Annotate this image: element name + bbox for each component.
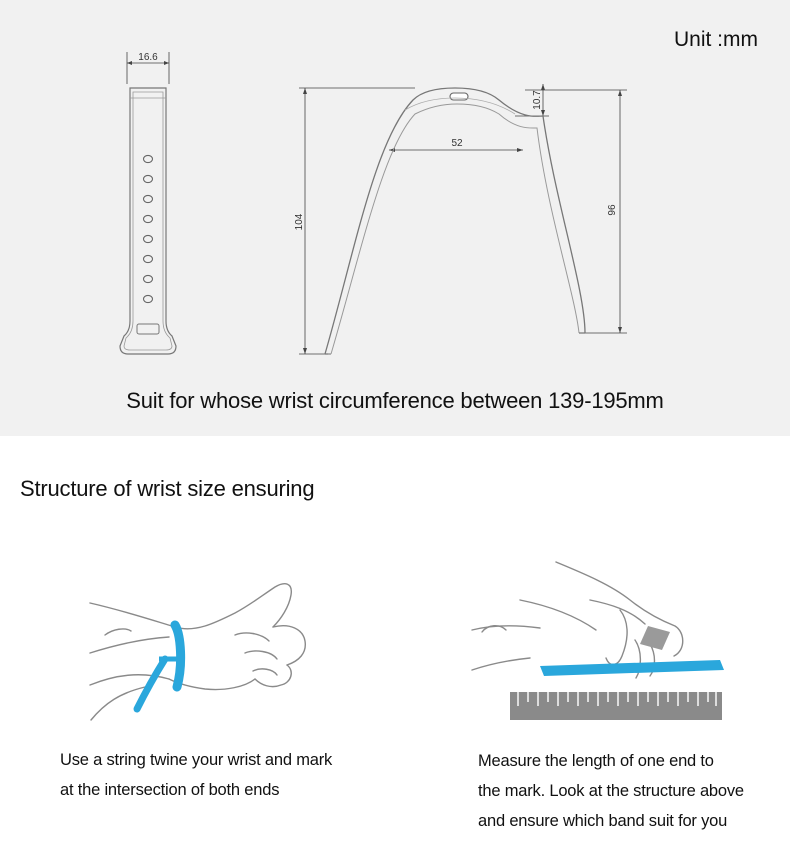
ruler-measure-illustration — [470, 560, 730, 730]
total-height-label: 104 — [294, 213, 305, 231]
ruler — [510, 692, 722, 720]
inner-width-label: 52 — [451, 138, 463, 149]
capsule-depth-label: 10.7 — [532, 90, 543, 110]
step-2-line-1: Measure the length of one end to — [478, 752, 714, 770]
strap-holes — [144, 155, 153, 302]
blue-tape — [540, 660, 724, 676]
step-1-caption — [60, 745, 332, 805]
tape-shadow — [640, 626, 670, 650]
step-2-caption — [478, 746, 744, 836]
inner-height-label: 96 — [607, 204, 618, 216]
step-1-line-2: at the intersection of both ends — [60, 781, 280, 799]
wrist-string-illustration — [85, 575, 315, 725]
section-title: Structure of wrist size ensuring — [20, 476, 315, 501]
step-1-line-1: Use a string twine your wrist and mark — [60, 751, 333, 769]
wrist-range-text: Suit for whose wrist circumference between 139-195mm — [126, 388, 664, 413]
band-side-diagram — [285, 70, 645, 370]
step-2-line-2: the mark. Look at the structure above — [478, 782, 744, 800]
strap-width-label: 16.6 — [138, 52, 158, 63]
unit-label: Unit :mm — [674, 28, 758, 51]
step-2-line-3: and ensure which band suit for you — [478, 812, 728, 830]
strap-flat-diagram — [110, 46, 200, 366]
